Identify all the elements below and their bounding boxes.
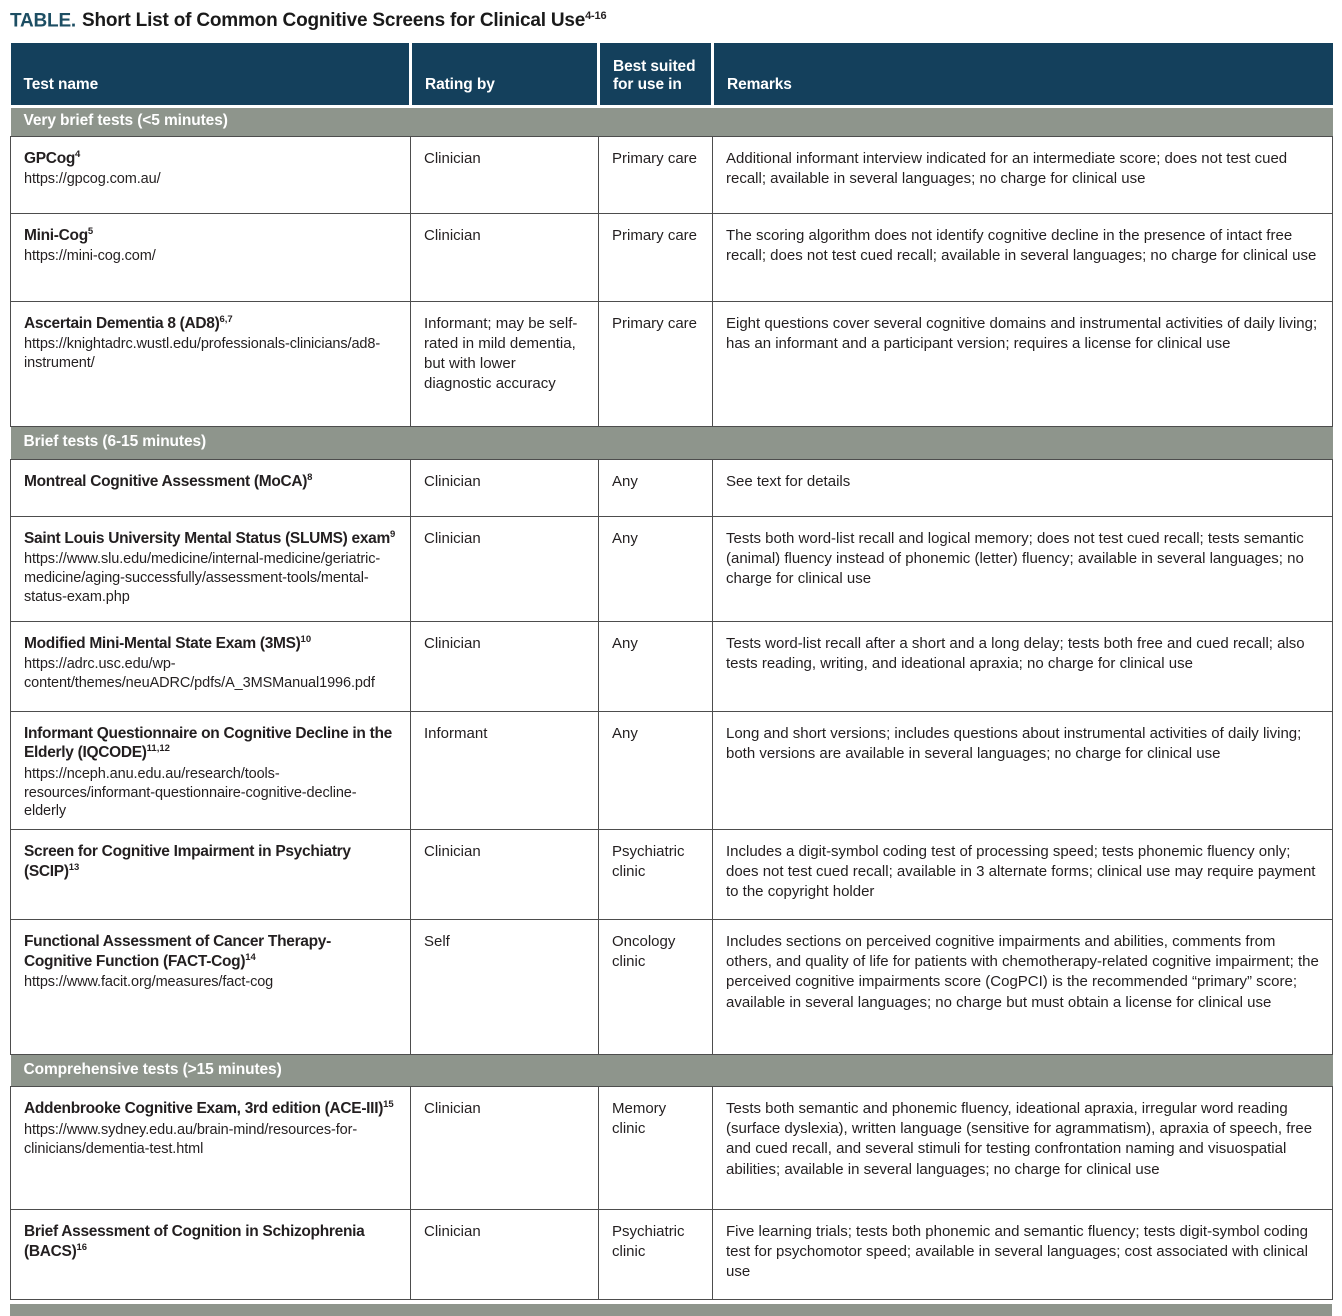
header-row <box>11 43 1333 106</box>
best-suited-cell: Primary care <box>599 213 713 301</box>
table-row <box>11 516 1333 621</box>
test-name-cell <box>11 459 411 516</box>
best-suited-cell: Oncology clinic <box>599 920 713 1055</box>
section-header-label: Comprehensive tests (>15 minutes) <box>11 1055 1333 1087</box>
test-name-cell <box>11 516 411 621</box>
table-row <box>11 711 1333 829</box>
remarks-cell: Long and short versions; includes questions about instrumental activities of daily living; both versions are available in several languages; no charge for clinical use <box>713 711 1333 829</box>
test-name <box>24 472 397 492</box>
remarks-cell: Includes sections on perceived cognitive impairments and abilities, comments from others, and quality of life for patients with chemotherapy-related cognitive impairment; the perceived cognitive impairments score (CogPCI) is the recommended “primary” score; available in several languages; no charge but must obtain a license for clinical use <box>713 920 1333 1055</box>
test-name-text: Montreal Cognitive Assessment (MoCA) <box>24 472 308 490</box>
reference-superscript: 10 <box>300 633 312 645</box>
column-header-test-name: Test name <box>11 43 411 106</box>
table-row <box>11 136 1333 213</box>
test-url-link[interactable]: https://adrc.usc.edu/wp-content/themes/neuADRC/pdfs/A_3MSManual1996.pdf <box>24 656 375 692</box>
test-name-text: Saint Louis University Mental Status (SLUMS) exam <box>24 529 390 547</box>
test-name <box>24 314 397 334</box>
rating-by-cell: Clinician <box>411 516 599 621</box>
reference-superscript: 6,7 <box>219 313 233 325</box>
best-suited-cell: Any <box>599 711 713 829</box>
test-name-cell <box>11 213 411 301</box>
best-suited-cell: Psychiatric clinic <box>599 1210 713 1300</box>
best-suited-cell: Primary care <box>599 136 713 213</box>
remarks-cell: Eight questions cover several cognitive domains and instrumental activities of daily living; has an informant and a participant version; requires a license for clinical use <box>713 301 1333 426</box>
column-header-best-suited: Best suited for use in <box>599 43 713 106</box>
rating-by-cell: Clinician <box>411 459 599 516</box>
section-header-label: Very brief tests (<5 minutes) <box>11 106 1333 136</box>
remarks-cell: Includes a digit-symbol coding test of processing speed; tests phonemic fluency only; does not test cued recall; available in 3 alternate forms; clinical use may require payment to the copyright holder <box>713 830 1333 920</box>
remarks-cell: The scoring algorithm does not identify cognitive decline in the presence of intact free recall; does not test cued recall; available in several languages; no charge for clinical use <box>713 213 1333 301</box>
test-name-text: GPCog <box>24 149 76 167</box>
reference-superscript: 13 <box>68 861 80 873</box>
test-name <box>24 1099 397 1119</box>
table-row <box>11 213 1333 301</box>
test-name-cell <box>11 136 411 213</box>
column-header-rating-by: Rating by <box>411 43 599 106</box>
test-url-link[interactable]: https://www.facit.org/measures/fact-cog <box>24 974 274 991</box>
test-name-cell <box>11 1087 411 1210</box>
remarks-cell: Tests both word-list recall and logical memory; does not test cued recall; tests semantic (animal) fluency instead of phonemic (letter) fluency; available in several languages; no charge for clinical use <box>713 516 1333 621</box>
test-url-link[interactable]: https://www.slu.edu/medicine/internal-medicine/geriatric-medicine/aging-successfully/assessment-tools/mental-status-exam.php <box>24 551 381 606</box>
table-row <box>11 1087 1333 1210</box>
table-row <box>11 459 1333 516</box>
best-suited-cell: Any <box>599 621 713 711</box>
rating-by-cell: Clinician <box>411 830 599 920</box>
rating-by-cell: Self <box>411 920 599 1055</box>
test-name <box>24 1222 397 1261</box>
rating-by-cell: Informant; may be self-rated in mild dementia, but with lower diagnostic accuracy <box>411 301 599 426</box>
reference-superscript: 14 <box>245 951 256 963</box>
reference-superscript: 4 <box>75 148 81 160</box>
rating-by-cell: Clinician <box>411 1087 599 1210</box>
test-name-cell <box>11 711 411 829</box>
section-header-row <box>11 1055 1333 1087</box>
section-header-row <box>11 426 1333 459</box>
table-row <box>11 830 1333 920</box>
rating-by-cell: Clinician <box>411 1210 599 1300</box>
reference-superscript: 8 <box>307 471 313 483</box>
test-url-link[interactable]: https://mini-cog.com/ <box>24 248 156 265</box>
test-name-text: Addenbrooke Cognitive Exam, 3rd edition (ACE-III) <box>24 1100 384 1118</box>
test-name-cell <box>11 621 411 711</box>
test-name-cell <box>11 1210 411 1300</box>
remarks-cell: Tests word-list recall after a short and a long delay; tests both free and cued recall; also tests reading, writing, and ideational apraxia; no charge for clinical use <box>713 621 1333 711</box>
test-url-link[interactable]: https://nceph.anu.edu.au/research/tools-resources/informant-questionnaire-cognitive-decline-elderly <box>24 765 357 820</box>
reference-superscript: 5 <box>87 225 94 237</box>
remarks-cell: See text for details <box>713 459 1333 516</box>
reference-superscript: 16 <box>76 1241 88 1253</box>
best-suited-cell: Memory clinic <box>599 1087 713 1210</box>
table-body <box>11 106 1333 1299</box>
table-title-text: Short List of Common Cognitive Screens for Clinical Use <box>82 10 586 32</box>
test-name <box>24 724 397 763</box>
best-suited-cell: Any <box>599 516 713 621</box>
rating-by-cell: Clinician <box>411 213 599 301</box>
test-url-link[interactable]: https://gpcog.com.au/ <box>24 171 161 188</box>
remarks-cell: Five learning trials; tests both phonemic and semantic fluency; tests digit-symbol coding test for psychomotor speed; available in several languages; cost associated with clinical use <box>713 1210 1333 1300</box>
test-name-cell <box>11 920 411 1055</box>
table-row <box>11 621 1333 711</box>
section-header-label: Brief tests (6-15 minutes) <box>11 426 1333 459</box>
best-suited-cell: Primary care <box>599 301 713 426</box>
test-name <box>24 634 397 654</box>
test-name <box>24 932 397 971</box>
table-row <box>11 1210 1333 1300</box>
test-name-cell <box>11 301 411 426</box>
best-suited-cell: Psychiatric clinic <box>599 830 713 920</box>
test-name-text: Screen for Cognitive Impairment in Psychiatry (SCIP) <box>24 843 351 880</box>
table-label: TABLE. <box>10 10 76 32</box>
test-name <box>24 226 397 246</box>
test-url-link[interactable]: https://www.sydney.edu.au/brain-mind/resources-for-clinicians/dementia-test.html <box>24 1121 358 1157</box>
test-name <box>24 842 397 881</box>
cognitive-screens-table <box>10 43 1333 1300</box>
test-name <box>24 149 397 169</box>
reference-superscript: 9 <box>390 528 396 540</box>
table-title <box>10 10 1332 32</box>
table-row <box>11 920 1333 1055</box>
table-row <box>11 301 1333 426</box>
test-name-text: Brief Assessment of Cognition in Schizophrenia (BACS) <box>24 1223 365 1260</box>
remarks-cell: Tests both semantic and phonemic fluency, ideational apraxia, irregular word reading (surface dyslexia), written language (sensitive for agrammatism), apraxia of speech, free and cued recall, and several stimuli for testing confrontation naming and visuospatial abilities; available in several languages; no charge for clinical use <box>713 1087 1333 1210</box>
section-header-row <box>11 106 1333 136</box>
rating-by-cell: Clinician <box>411 136 599 213</box>
title-reference-superscript: 4-16 <box>585 10 607 22</box>
test-name-text: Informant Questionnaire on Cognitive Decline in the Elderly (IQCODE) <box>24 724 392 762</box>
remarks-cell: Additional informant interview indicated for an intermediate score; does not test cued recall; available in several languages; no charge for clinical use <box>713 136 1333 213</box>
bottom-accent-bar <box>10 1304 1332 1316</box>
test-name-text: Functional Assessment of Cancer Therapy-Cognitive Function (FACT-Cog) <box>24 933 331 970</box>
reference-superscript: 11,12 <box>146 743 170 755</box>
rating-by-cell: Clinician <box>411 621 599 711</box>
best-suited-cell: Any <box>599 459 713 516</box>
column-header-remarks: Remarks <box>713 43 1333 106</box>
rating-by-cell: Informant <box>411 711 599 829</box>
test-url-link[interactable]: https://knightadrc.wustl.edu/professionals-clinicians/ad8-instrument/ <box>24 336 381 372</box>
test-name-text: Modified Mini-Mental State Exam (3MS) <box>24 634 301 652</box>
test-name-cell <box>11 830 411 920</box>
reference-superscript: 15 <box>383 1099 394 1111</box>
test-name <box>24 529 397 549</box>
test-name-text: Mini-Cog <box>24 226 88 244</box>
test-name-text: Ascertain Dementia 8 (AD8) <box>24 314 220 332</box>
